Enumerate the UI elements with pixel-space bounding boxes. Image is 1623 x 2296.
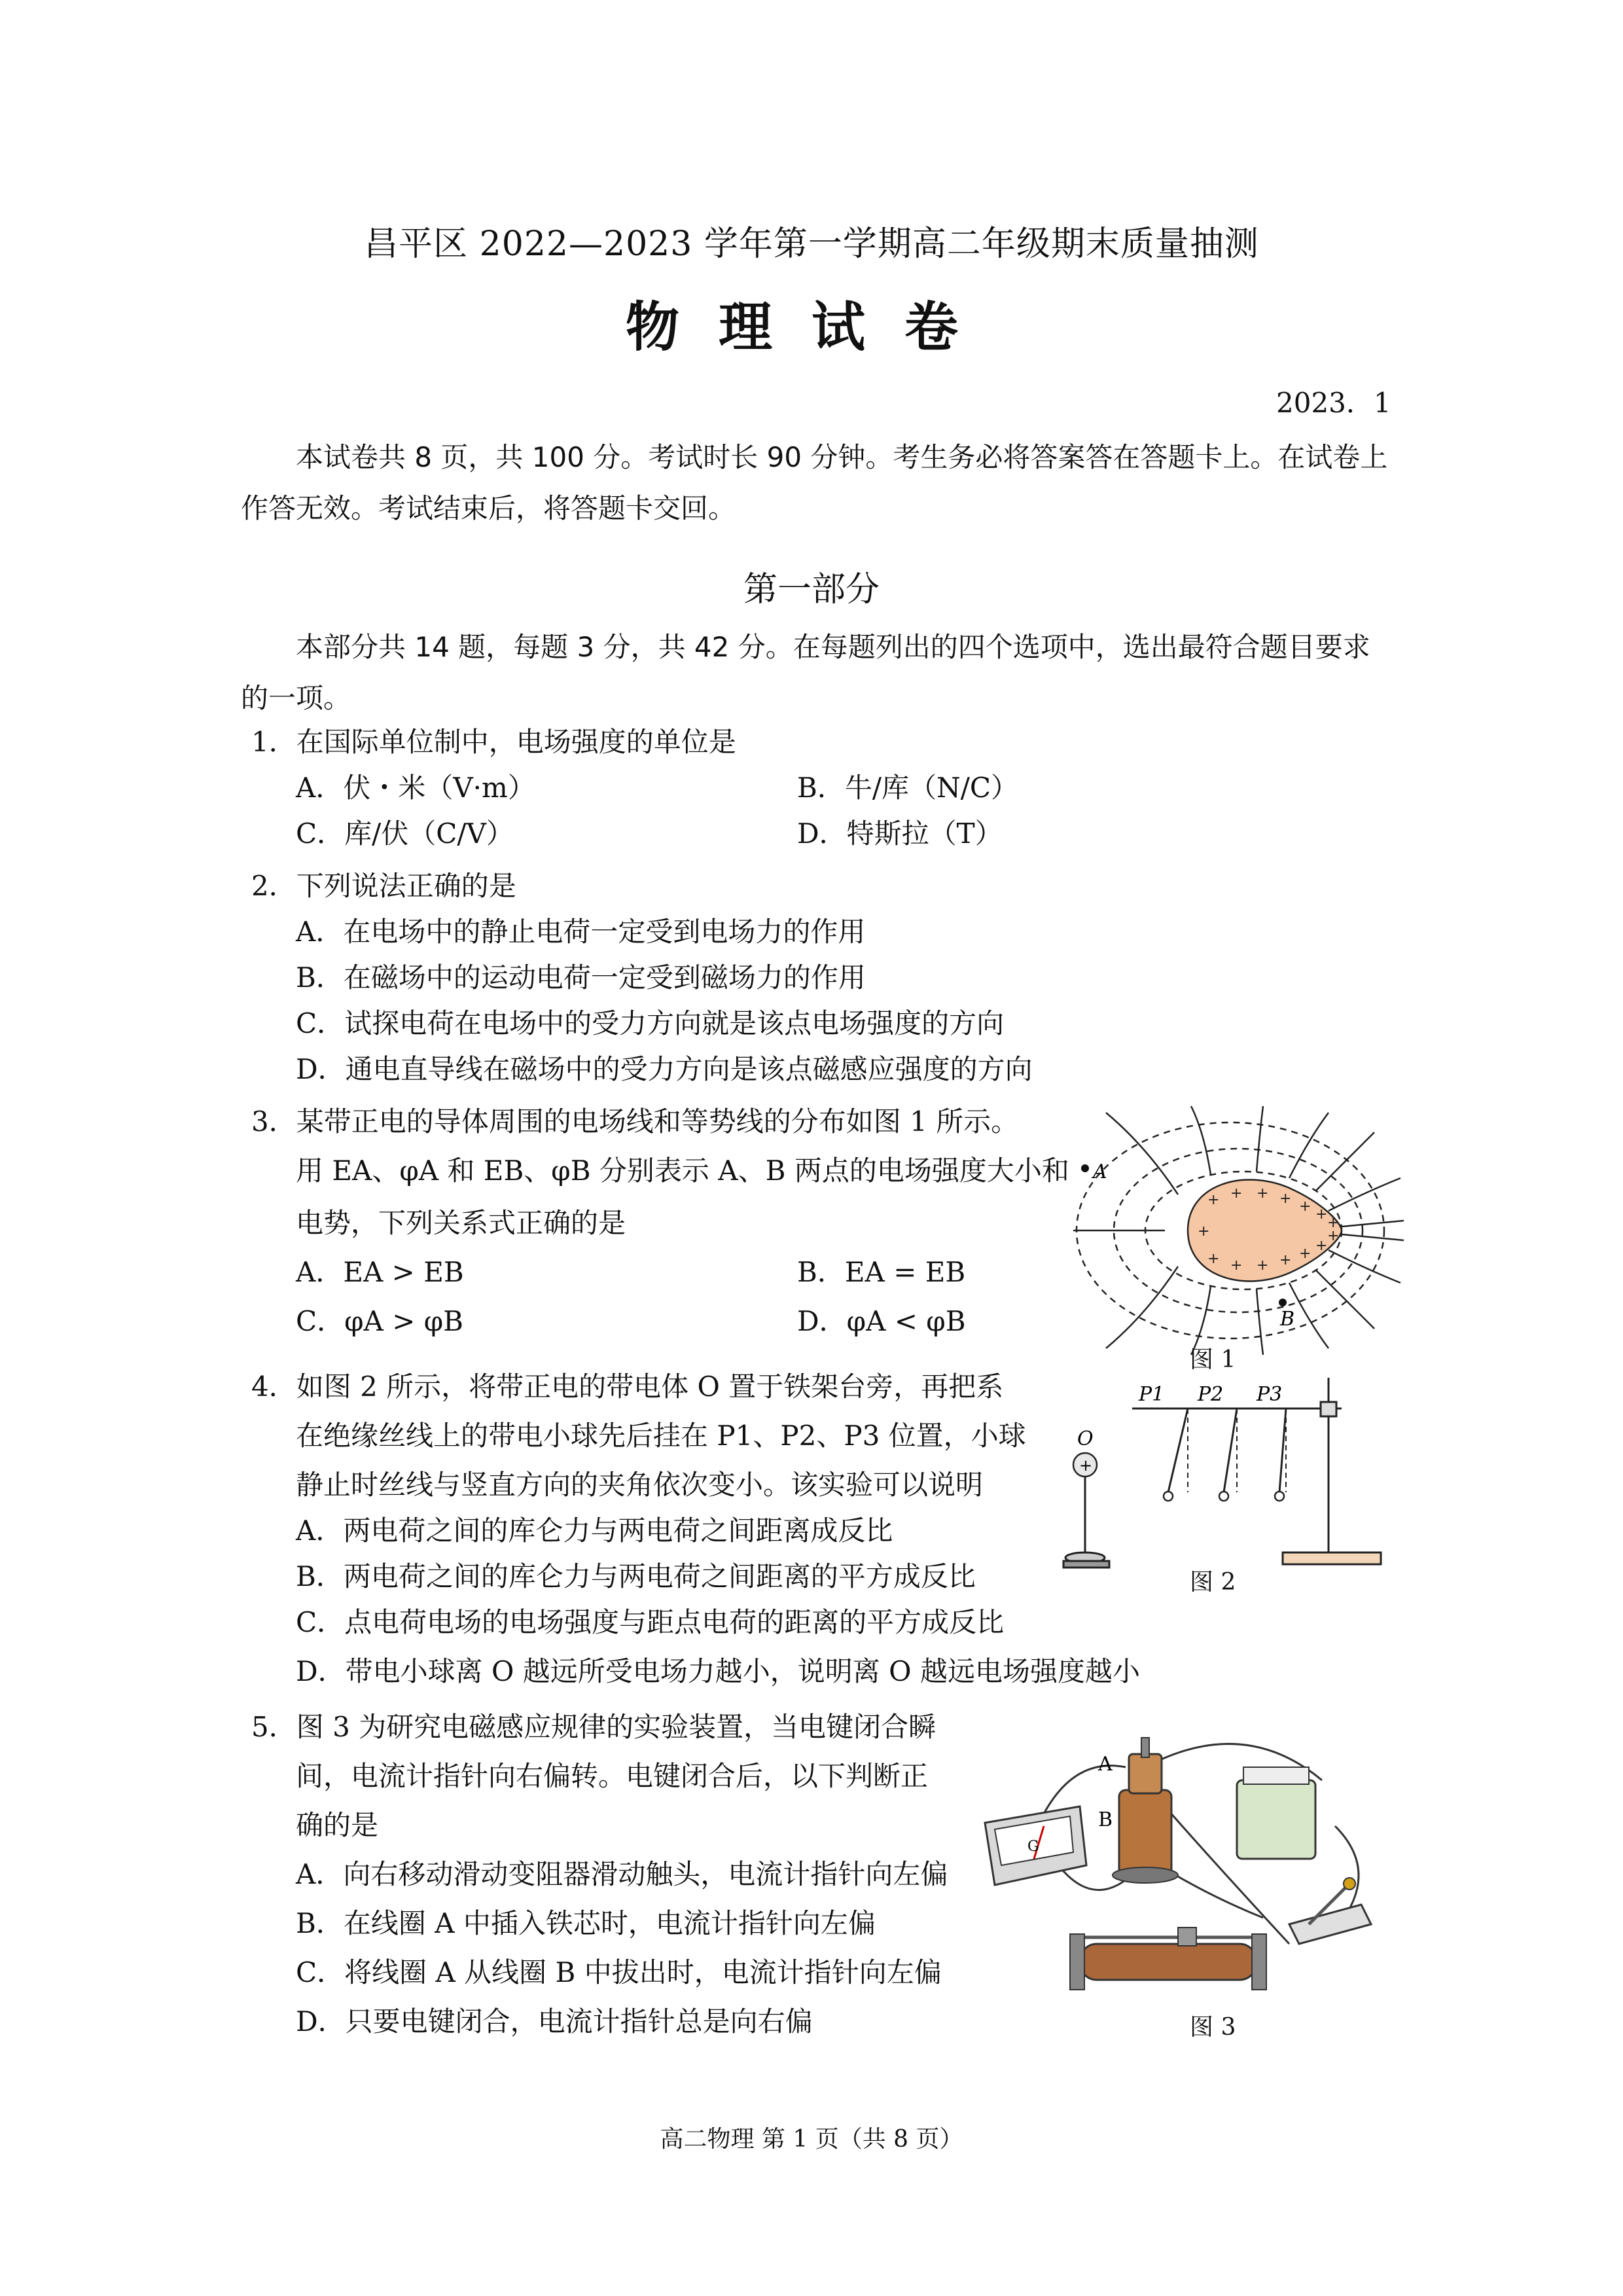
q3-option-c: C．φA > φB [296,1305,464,1337]
figure-3-caption: 图 3 [1190,2014,1236,2041]
part-one-title: 第一部分 [743,570,880,609]
figure-3-apparatus [982,1728,1381,2003]
q5-option-b: B．在线圈 A 中插入铁芯时，电流计指针向左偏 [296,1907,876,1939]
q4-option-c: C．点电荷电场的电场强度与距点电荷的距离的平方成反比 [296,1606,1005,1638]
q2-option-b: B．在磁场中的运动电荷一定受到磁场力的作用 [296,961,866,994]
exam-instructions: 本试卷共 8 页，共 100 分。考试时长 90 分钟。考生务必将答案答在答题卡上。在试卷上作答无效。考试结束后，将答题卡交回。 [241,441,1388,524]
q5-stem-line2: 间，电流计指针向右偏转。电键闭合后，以下判断正 [296,1760,929,1792]
q4-stem: 4．如图 2 所示，将带正电的带电体 O 置于铁架台旁，再把系 [251,1371,1004,1403]
fig3-label-g: G [1027,1839,1039,1855]
page-footer: 高二物理 第 1 页（共 8 页） [660,2126,963,2153]
svg-text:+: + [1207,1251,1220,1267]
svg-text:+: + [1207,1192,1220,1208]
fig2-label-o: O [1077,1427,1094,1450]
svg-text:+: + [1327,1228,1340,1244]
exam-title: 物理试卷 [625,296,997,359]
q1-stem: 1．在国际单位制中，电场强度的单位是 [251,726,736,758]
fig3-label-b: B [1098,1808,1113,1831]
q1-option-b: B．牛/库（N/C） [797,772,1019,804]
q3-stem-line3: 电势，下列关系式正确的是 [296,1207,626,1239]
q5-stem-line3: 确的是 [296,1809,379,1841]
q4-stem-line2: 在绝缘丝线上的带电小球先后挂在 P1、P2、P3 位置，小球 [296,1420,1026,1452]
figure-1-caption: 图 1 [1190,1346,1236,1373]
svg-text:+: + [1230,1257,1243,1274]
svg-text:+: + [1279,1252,1292,1268]
q5-option-a: A．向右移动滑动变阻器滑动触头，电流计指针向左偏 [296,1858,948,1890]
q3-option-a: A．EA > EB [296,1256,464,1288]
exam-subtitle: 昌平区 2022—2023 学年第一学期高二年级期末质量抽测 [364,224,1259,264]
svg-text:+: + [1315,1206,1328,1223]
fig1-label-a: A [1093,1160,1107,1183]
q3-stem: 3．某带正电的导体周围的电场线和等势线的分布如图 1 所示。 [251,1105,1019,1138]
q4-stem-line3: 静止时丝线与竖直方向的夹角依次变小。该实验可以说明 [296,1469,984,1501]
fig2-label-p1: P1 [1139,1383,1165,1406]
q4-option-b: B．两电荷之间的库仑力与两电荷之间距离的平方成反比 [296,1560,976,1592]
q3-option-b: B．EA = EB [797,1256,966,1288]
svg-text:+: + [1257,1185,1269,1202]
svg-text:+: + [1257,1257,1269,1274]
q2-option-c: C．试探电荷在电场中的受力方向就是该点电场强度的方向 [296,1007,1005,1039]
figure-2-apparatus [1060,1374,1381,1571]
q1-option-d: D．特斯拉（T） [797,817,1003,850]
q1-option-c: C．库/伏（C/V） [296,817,514,850]
svg-text:+: + [1279,1191,1292,1207]
q3-stem-line2: 用 EA、φA 和 EB、φB 分别表示 A、B 两点的电场强度大小和 [296,1155,1069,1187]
q2-option-d: D．通电直导线在磁场中的受力方向是该点磁感应强度的方向 [296,1053,1033,1085]
svg-text:+: + [1079,1456,1093,1475]
q4-option-a: A．两电荷之间的库仑力与两电荷之间距离成反比 [296,1515,893,1547]
svg-text:+: + [1299,1246,1311,1262]
figure-2-caption: 图 2 [1190,1569,1236,1596]
svg-text:+: + [1327,1215,1340,1231]
fig2-label-p3: P3 [1257,1383,1283,1406]
fig1-label-b: B [1280,1308,1295,1331]
q5-option-d: D．只要电键闭合，电流计指针总是向右偏 [296,2005,813,2037]
svg-text:+: + [1299,1198,1311,1215]
svg-text:+: + [1198,1223,1210,1240]
fig2-label-p2: P2 [1198,1383,1224,1406]
exam-date: 2023．1 [1276,387,1391,419]
svg-text:+: + [1230,1185,1243,1202]
q3-option-d: D．φA < φB [797,1305,966,1337]
q4-option-d: D．带电小球离 O 越远所受电场力越小，说明离 O 越远电场强度越小 [296,1655,1140,1687]
svg-text:+: + [1315,1238,1328,1254]
q5-stem: 5．图 3 为研究电磁感应规律的实验装置，当电键闭合瞬 [251,1711,936,1743]
part-one-instructions: 本部分共 14 题，每题 3 分，共 42 分。在每题列出的四个选项中，选出最符合题目要求的一项。 [241,631,1370,714]
q2-option-a: A．在电场中的静止电荷一定受到电场力的作用 [296,916,866,948]
fig3-label-a: A [1098,1753,1113,1776]
q1-option-a: A．伏・米（V·m） [296,772,535,804]
figure-1-field-lines [1067,1106,1407,1355]
q5-option-c: C．将线圈 A 从线圈 B 中拔出时，电流计指针向左偏 [296,1956,942,1988]
q2-stem: 2．下列说法正确的是 [251,870,516,902]
